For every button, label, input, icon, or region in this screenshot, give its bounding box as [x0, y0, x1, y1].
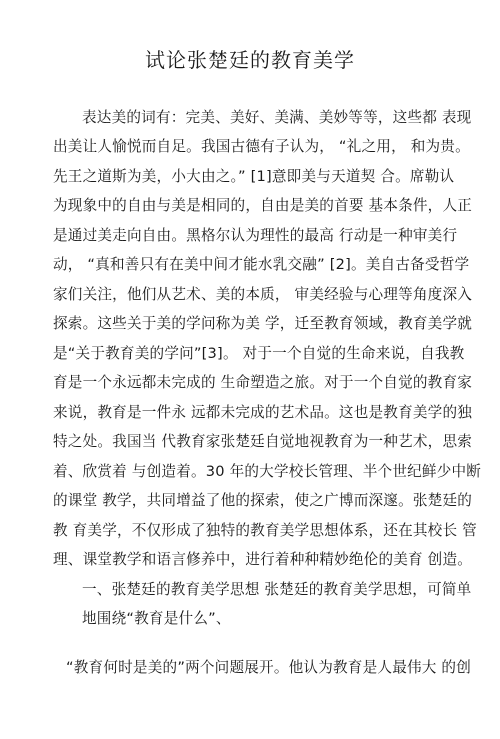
body-line: 是通过美走向自由。黑格尔认为理性的最高 行动是一种审美行	[53, 227, 458, 244]
body-line: 为现象中的自由与美是相同的，自由是美的首要 基本条件，人正	[53, 197, 473, 214]
body-line: 着、欣赏着 与创造着。30 年的大学校长管理、半个世纪鲜少中断	[53, 463, 482, 480]
body-line: 是“关于教育美的学问”[3]。 对于一个自觉的生命来说，自我教	[53, 345, 465, 362]
body-line: 教 育美学，不仅形成了独特的教育美学思想体系，还在其校长 管	[53, 522, 477, 539]
document-title: 试论张楚廷的教育美学	[145, 48, 355, 72]
body-line: 育是一个永远都未完成的 生命塑造之旅。对于一个自觉的教育家	[53, 374, 473, 391]
body-line: 先王之道斯为美，小大由之。” [1]意即美与天道契 合。席勒认	[53, 168, 455, 185]
body-line: “教育何时是美的”两个问题展开。他认为教育是人最伟大 的创	[66, 659, 471, 676]
body-line: 出美让人愉悦而自足。我国古德有子认为， “礼之用， 和为贵。	[53, 138, 470, 155]
section-heading-line: 一、张楚廷的教育美学思想 张楚廷的教育美学思想，可简单	[82, 581, 472, 598]
body-line: 来说，教育是一件永 远都未完成的艺术品。这也是教育美学的独	[53, 404, 473, 421]
body-line: 理、课堂教学和语言修养中，进行着种种精妙绝伦的美育 创造。	[53, 551, 473, 568]
body-line: 动， “真和善只有在美中间才能水乳交融” [2]。美自古备受哲学	[53, 256, 470, 273]
body-line: 表达美的词有：完美、美好、美满、美妙等等，这些都 表现	[82, 109, 472, 126]
body-line: 地围绕“教育是什么”、	[82, 610, 231, 627]
body-line: 探索。这些关于美的学问称为美 学，迁至教育领域，教育美学就	[53, 315, 473, 332]
body-line: 特之处。我国当 代教育家张楚廷自觉地视教育为一种艺术，思索	[53, 433, 473, 450]
body-line: 家们关注，他们从艺术、美的本质， 审美经验与心理等角度深入	[53, 286, 473, 303]
body-line: 的课堂 教学，共同增益了他的探索，使之广博而深邃。张楚廷的	[53, 492, 473, 509]
